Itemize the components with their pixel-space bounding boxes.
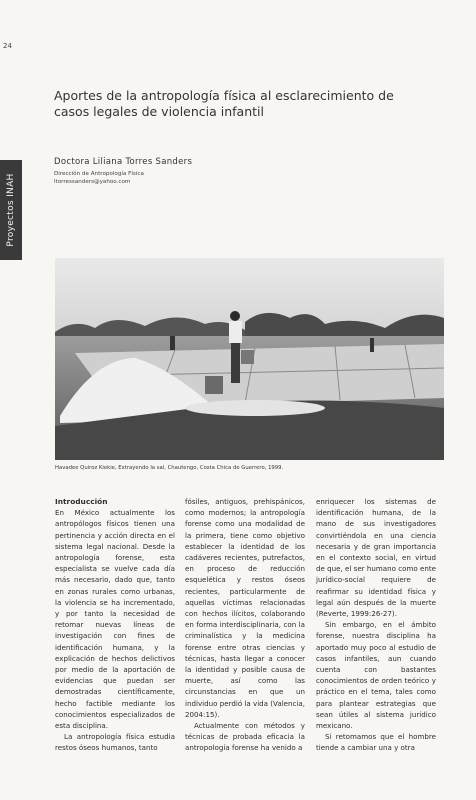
- text-column-3: [316, 496, 436, 754]
- section-tab-label: Proyectos INAH: [6, 173, 16, 247]
- paragraph: fósiles, antiguos, prehispánicos, como modernos; la antropología forense como una modalidad de la primera, tiene como objetivo establecer la identidad de los cadáveres recientes, putrefactos, en proceso de reducción esquelética y restos óseos recientes, particularmente de aquellas víctimas relacionadas con hechos ilícitos, colaborando en forma interdisciplinaria, con la criminalística y la medicina forense entre otras ciencias y técnicas, hasta llegar a conocer la identidad y posible causa de muerte, así como las circunstancias en que un individuo perdió la vida (Valencia, 2004:15).: [185, 497, 305, 719]
- article-photo: [55, 258, 444, 460]
- text-column-1: [55, 496, 175, 754]
- paragraph: En México actualmente los antropólogos físicos tienen una pertinencia y acción directa en el sistema legal nacional. Desde la antropología forense, esta especialista se vuelve cada día más necesario, dado que, tanto en zonas rurales como urbanas, la violencia se ha incrementado, y por tanto la necesidad de retomar nuevas líneas de investigación con fines de identificación humana, y la explicación de hechos delictivos por medio de la aportación de evidencias que puedan ser demostradas científicamente, hecho factible mediante los conocimientos especializados de esta disciplina.: [55, 508, 175, 731]
- paragraph: Actualmente con métodos y técnicas de probada eficacia la antropología forense ha venido a: [185, 721, 305, 753]
- author-affiliation: Dirección de Antropología Física: [54, 171, 144, 177]
- paragraph: Sin embargo, en el ámbito forense, nuestra disciplina ha aportado muy poco al estudio de casos infantiles, aun cuando cuenta con bastantes conocimientos de orden teórico y práctico en el tema, tales como para plantear estrategias que sean útiles al sistema jurídico mexicano.: [316, 620, 436, 731]
- paragraph: Si retomamos que el hombre tiende a cambiar una y otra: [316, 732, 436, 753]
- article-title: Aportes de la antropología física al esclarecimiento de casos legales de violencia infantil: [54, 88, 394, 120]
- salt-flats-photo: [55, 258, 444, 460]
- text-column-2: [185, 496, 305, 754]
- photo-caption: Havadee Quiroz Kiekie, Extrayendo la sal, Chautengo, Costa Chica de Guerrero, 1999.: [55, 465, 284, 471]
- paragraph: La antropología física estudia restos óseos humanos, tanto: [55, 732, 175, 753]
- section-heading: Introducción: [55, 497, 108, 506]
- author-email: ltorressanders@yahoo.com: [54, 179, 131, 185]
- page-number: 24: [3, 42, 12, 50]
- author-name: Doctora Liliana Torres Sanders: [54, 157, 193, 167]
- paragraph: enriquecer los sistemas de identificación humana, de la mano de sus investigadores convirtiéndola en una ciencia necesaria y de gran importancia en el contexto social, en virtud de que, el ser humano como ente jurídico-social requiere de reafirmar su identidad física y legal aún después de la muerte (Reverte, 1999:26-27).: [316, 497, 436, 619]
- section-tab: [0, 160, 22, 260]
